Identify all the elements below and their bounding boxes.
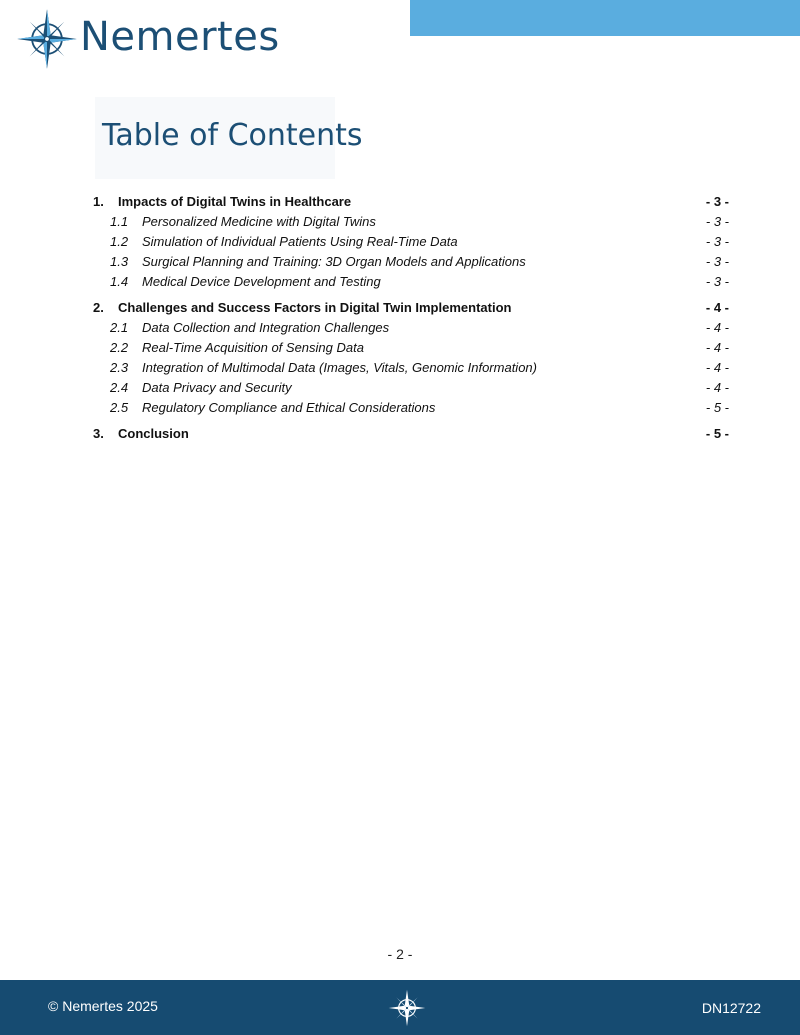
toc-entry-title: Personalized Medicine with Digital Twins — [142, 214, 376, 229]
toc-subsection-entry[interactable] — [93, 252, 733, 272]
toc-entry-number: 1.4 — [110, 274, 129, 289]
toc-entry-number: 1. — [93, 194, 104, 209]
toc-entry-page: - 4 - — [705, 320, 729, 335]
page-title: Table of Contents — [102, 118, 363, 153]
toc-section-entry[interactable] — [93, 192, 733, 212]
toc-entry-page: - 4 - — [705, 380, 729, 395]
toc-subsection-entry[interactable] — [93, 318, 733, 338]
toc-section-entry[interactable] — [93, 424, 733, 444]
toc-entry-title: Impacts of Digital Twins in Healthcare — [118, 194, 352, 209]
toc-entry-number: 2.4 — [110, 380, 129, 395]
toc-entry-page: - 4 - — [705, 360, 729, 375]
toc-entry-page: - 3 - — [705, 274, 729, 289]
toc-entry-title: Surgical Planning and Training: 3D Organ Models and Applications — [142, 254, 526, 269]
toc-entry-number: 2.1 — [110, 320, 129, 335]
footer-copyright: © Nemertes 2025 — [48, 998, 158, 1014]
toc-entry-page: - 4 - — [705, 340, 729, 355]
table-of-contents — [93, 192, 733, 444]
toc-entry-title: Regulatory Compliance and Ethical Considerations — [142, 400, 436, 415]
brand-logo — [16, 8, 280, 70]
toc-entry-number: 1.2 — [110, 234, 129, 249]
toc-entry-title: Medical Device Development and Testing — [142, 274, 381, 289]
toc-entry-number: 1.1 — [110, 214, 129, 229]
toc-entry-number: 2. — [93, 300, 104, 315]
page-number: - 2 - — [387, 946, 413, 962]
toc-entry-title: Real-Time Acquisition of Sensing Data — [142, 340, 364, 355]
toc-entry-title: Simulation of Individual Patients Using Real-Time Data — [142, 234, 458, 249]
toc-entry-page: - 5 - — [705, 426, 729, 441]
toc-subsection-entry[interactable] — [93, 212, 733, 232]
toc-subsection-entry[interactable] — [93, 232, 733, 252]
toc-subsection-entry[interactable] — [93, 358, 733, 378]
toc-entry-number: 2.3 — [110, 360, 129, 375]
toc-entry-title: Challenges and Success Factors in Digital Twin Implementation — [118, 300, 512, 315]
toc-entry-title: Data Collection and Integration Challenges — [142, 320, 390, 335]
toc-entry-title: Data Privacy and Security — [142, 380, 292, 395]
toc-subsection-entry[interactable] — [93, 398, 733, 418]
toc-entry-number: 1.3 — [110, 254, 129, 269]
toc-entry-page: - 3 - — [705, 194, 729, 209]
toc-entry-page: - 5 - — [705, 400, 729, 415]
footer-document-id: DN12722 — [701, 1000, 761, 1016]
toc-entry-title: Conclusion — [118, 426, 189, 441]
toc-subsection-entry[interactable] — [93, 338, 733, 358]
toc-entry-page: - 3 - — [705, 254, 729, 269]
toc-entry-number: 2.2 — [110, 340, 129, 355]
toc-section-entry[interactable] — [93, 298, 733, 318]
compass-star-icon — [388, 989, 426, 1027]
compass-star-icon — [16, 8, 78, 70]
toc-subsection-entry[interactable] — [93, 378, 733, 398]
toc-entry-page: - 4 - — [705, 300, 729, 315]
toc-entry-number: 2.5 — [110, 400, 129, 415]
footer — [0, 980, 800, 1035]
toc-entry-number: 3. — [93, 426, 104, 441]
toc-entry-title: Integration of Multimodal Data (Images, Vitals, Genomic Information) — [142, 360, 537, 375]
header-accent-bar — [410, 0, 800, 36]
toc-entry-page: - 3 - — [705, 234, 729, 249]
brand-name: Nemertes — [80, 14, 280, 60]
toc-entry-page: - 3 - — [705, 214, 729, 229]
toc-subsection-entry[interactable] — [93, 272, 733, 292]
